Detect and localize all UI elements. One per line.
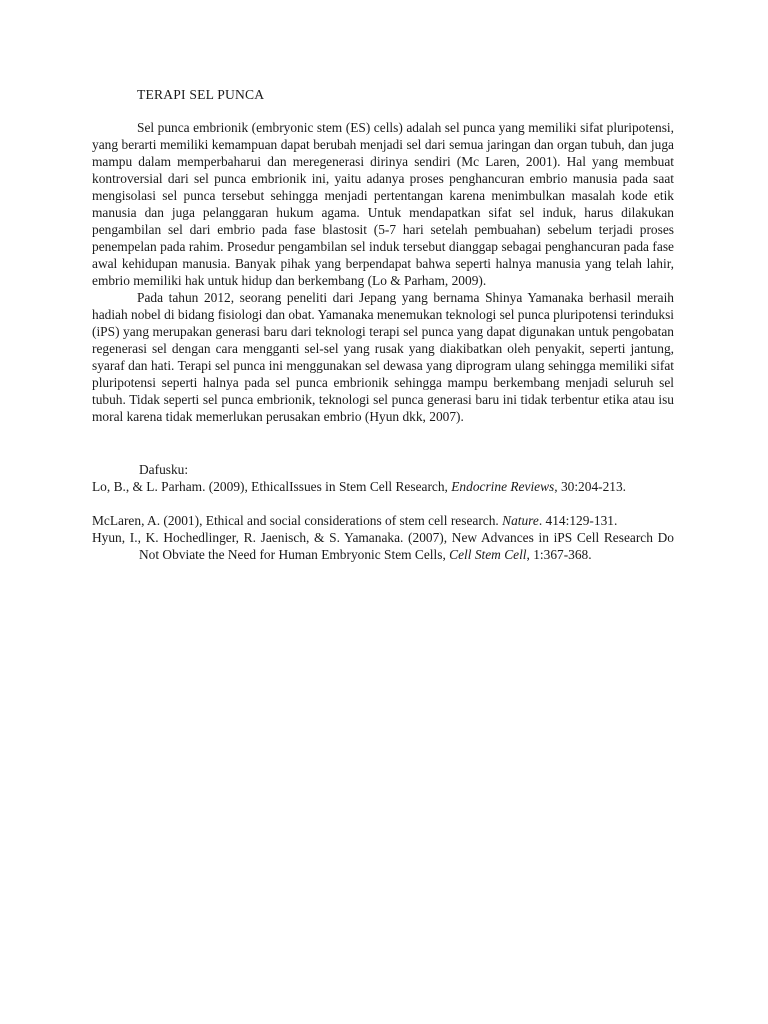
document-title: TERAPI SEL PUNCA — [137, 87, 265, 102]
paragraph-1: Sel punca embrionik (embryonic stem (ES) cells) adalah sel punca yang memiliki sifat pluripotensi, yang berarti memiliki kemampuan dapat berubah menjadi sel dari semua jaringan dan organ tubuh, dan juga mampu dalam memperbaharui dan meregenerasi dirinya sendiri (Mc Laren, 2001). Hal yang membuat kontroversial dari sel punca embrionik ini, yaitu adanya proses penghancuran embrio manusia pada saat mengisolasi sel punca tersebut sehingga menjadi pertentangan karena menimbulkan masalah kode etik manusia dan juga pelanggaran hukum agama. Untuk mendapatkan sifat sel induk, harus dilakukan pengambilan sel dari embrio pada fase blastosit (5-7 hari setelah pembuahan) sebelum terjadi proses penempelan pada rahim. Prosedur pengambilan sel induk tersebut dianggap sebagai penghancuran pada fase awal kehidupan manusia. Banyak pihak yang berpendapat bahwa seperti halnya manusia yang telah lahir, embrio memiliki hak untuk hidup dan berkembang (Lo & Parham, 2009). — [92, 120, 674, 288]
references-list — [92, 478, 674, 563]
reference-journal: Cell Stem Cell — [449, 547, 527, 562]
references-heading: Dafusku: — [139, 462, 189, 477]
document-body — [92, 86, 674, 563]
paragraph-2: Pada tahun 2012, seorang peneliti dari Jepang yang bernama Shinya Yamanaka berhasil meraih hadiah nobel di bidang fisiologi dan obat. Yamanaka menemukan teknologi sel punca pluripotensi terinduksi (iPS) yang merupakan generasi baru dari teknologi terapi sel punca yang dapat digunakan untuk pengobatan regenerasi sel dengan cara mengganti sel-sel yang rusak yang diakibatkan oleh penyakit, seperti jantung, syaraf dan hati. Terapi sel punca ini menggunakan sel dewasa yang diprogram ulang sehingga memiliki sifat pluripotensi seperti halnya pada sel punca embrionik sehingga mampu berkembang menjadi seluruh sel tubuh. Tidak seperti sel punca embrionik, teknologi sel punca generasi baru ini tidak terbentur etika atau isu moral karena tidak memerlukan perusakan embrio (Hyun dkk, 2007). — [92, 290, 675, 424]
reference-item — [92, 478, 674, 495]
reference-item — [92, 512, 674, 529]
reference-text: McLaren, A. (2001), Ethical and social considerations of stem cell research. — [92, 513, 503, 528]
reference-citation: , 30:204-213. — [554, 479, 627, 494]
reference-citation: , 1:367-368. — [526, 547, 592, 562]
reference-journal: Endocrine Reviews — [451, 479, 555, 494]
reference-text: Lo, B., & L. Parham. (2009), EthicalIssues in Stem Cell Research, — [92, 479, 452, 494]
reference-text: Hyun, I., K. Hochedlinger, R. Jaenisch, & S. Yamanaka. (2007), New Advances in iPS Cell Research Do Not Obviate the Need for Human Embryonic Stem Cells, — [92, 530, 674, 562]
reference-item — [92, 529, 674, 563]
reference-journal: Nature — [502, 513, 539, 528]
reference-citation: . 414:129-131. — [538, 513, 618, 528]
